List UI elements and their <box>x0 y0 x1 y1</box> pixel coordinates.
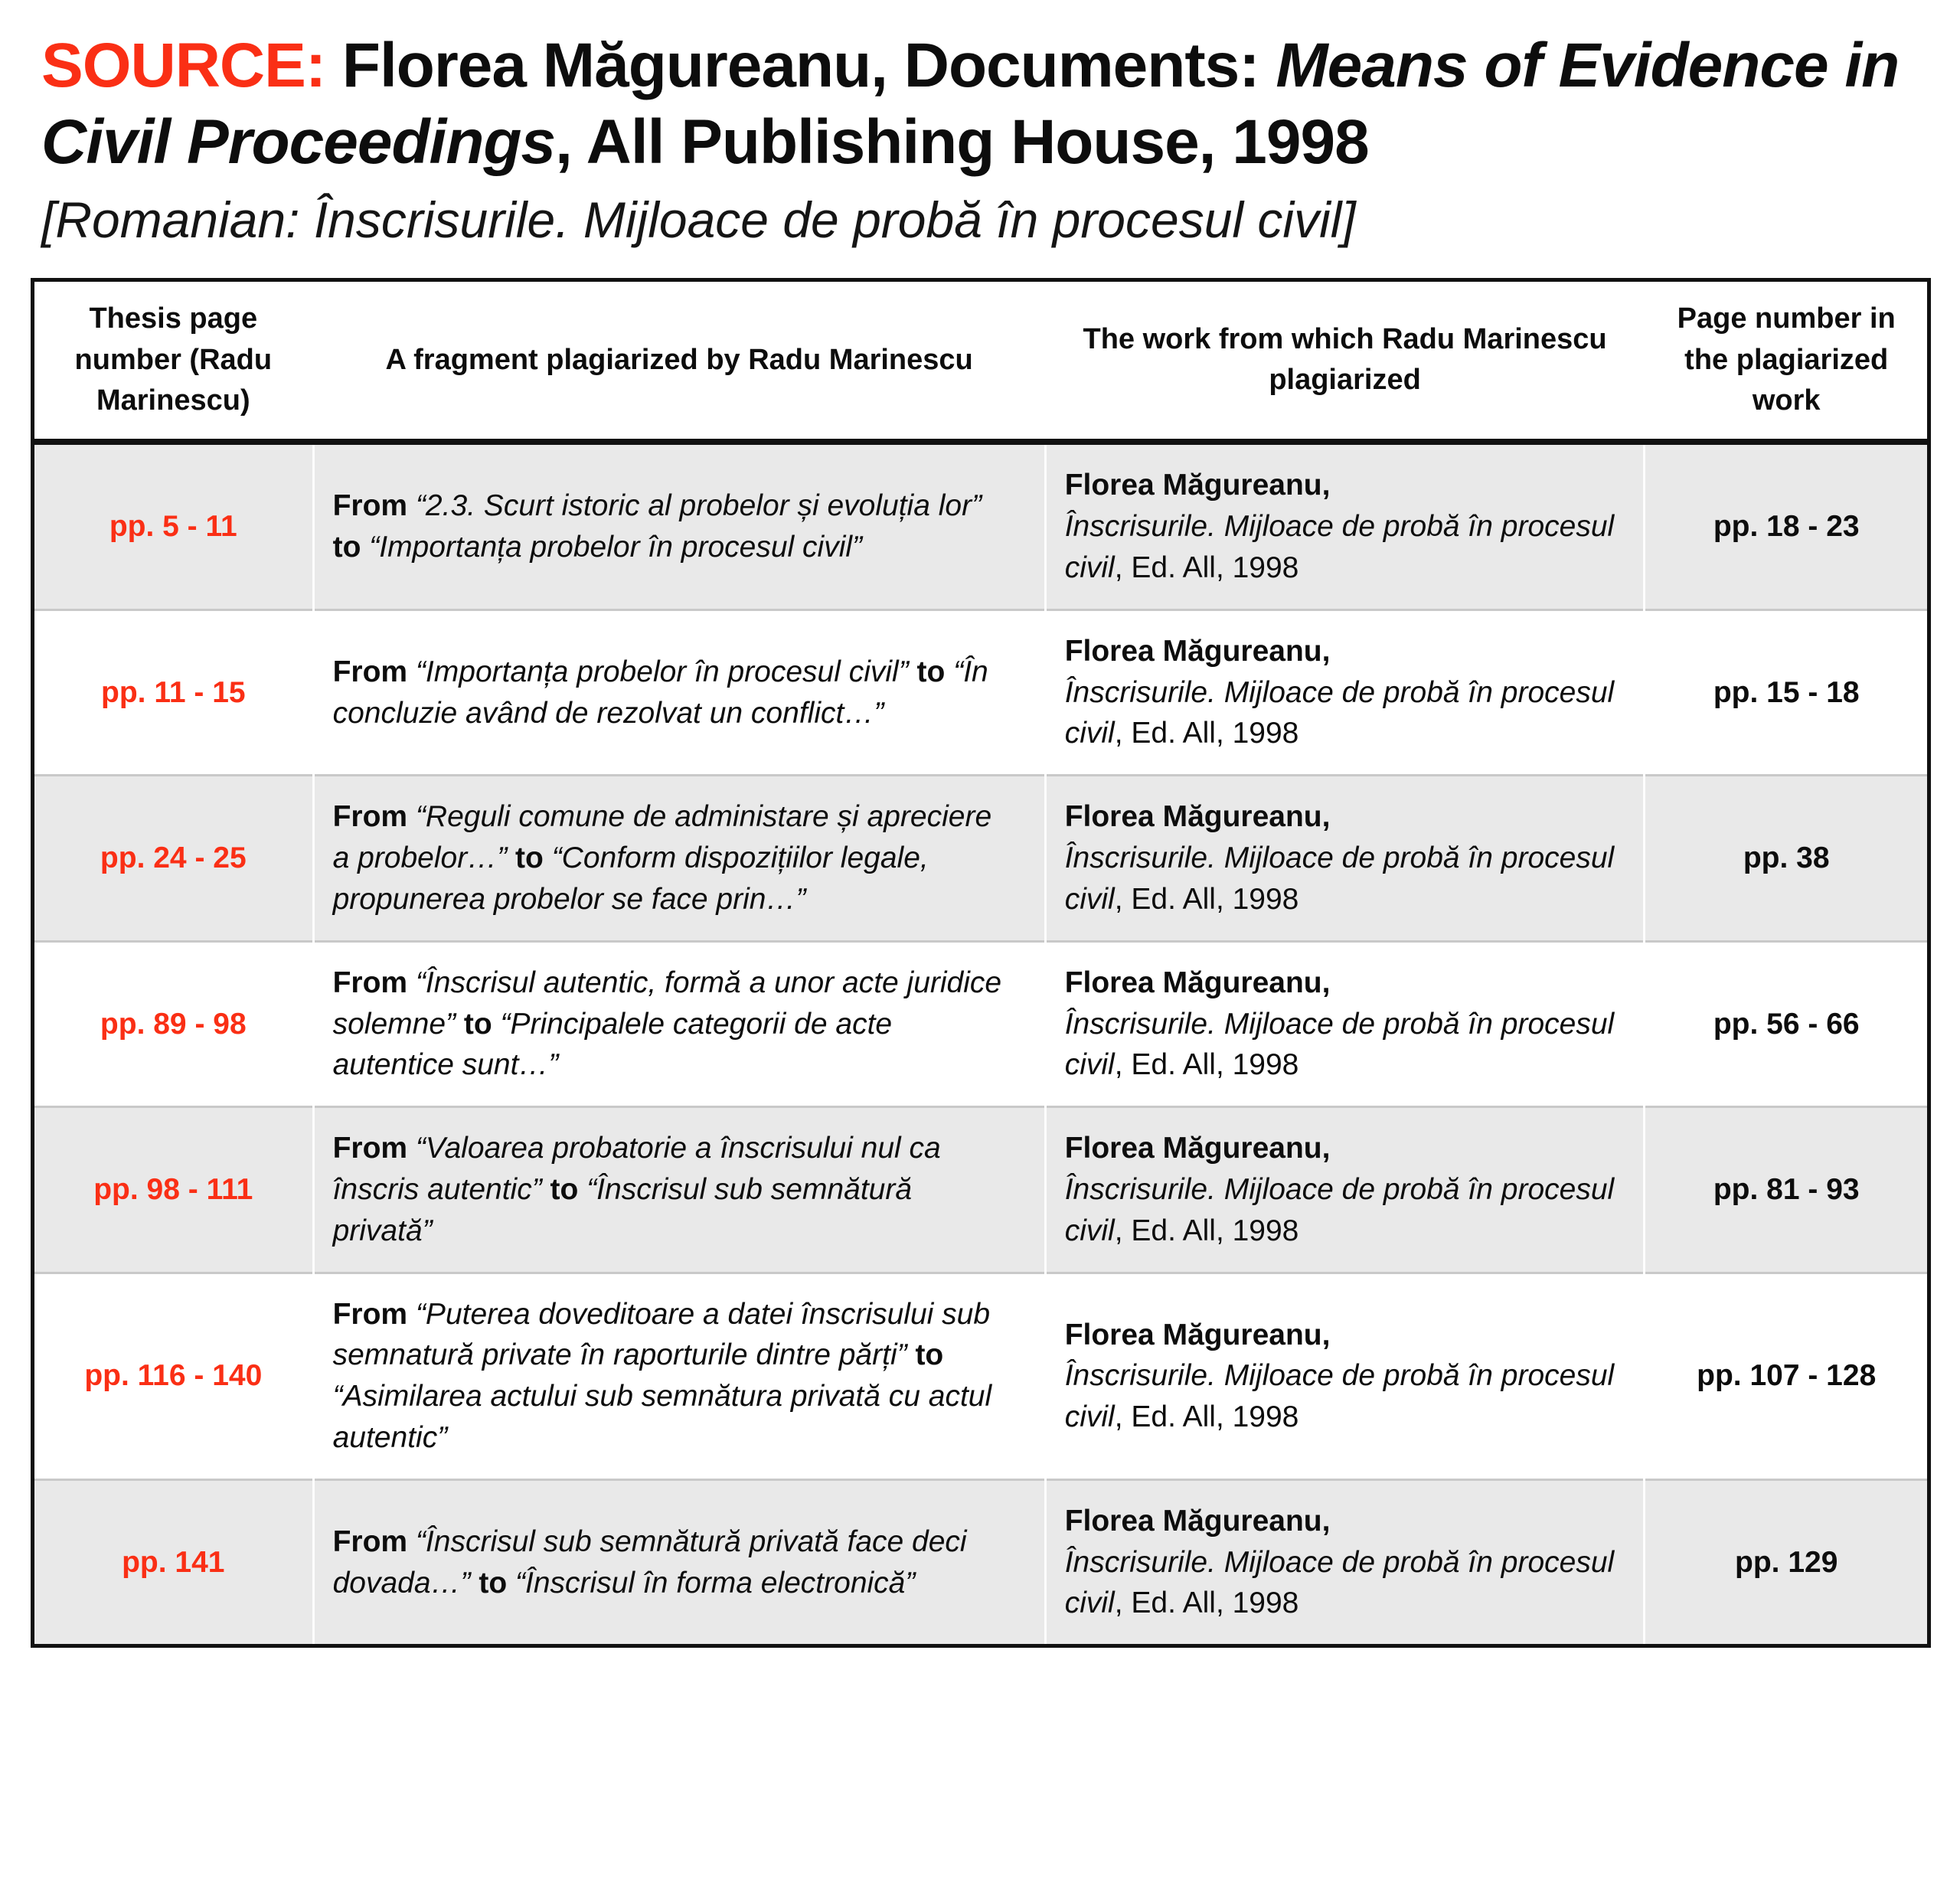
thesis-pages-cell: pp. 141 <box>33 1479 314 1645</box>
source-pages-cell: pp. 56 - 66 <box>1645 941 1929 1106</box>
title-author-part: Florea Măgureanu, Documents: <box>341 31 1276 100</box>
table-row <box>33 1107 1929 1273</box>
column-header-source-work: The work from which Radu Marinescu plagiarized <box>1045 279 1645 442</box>
source-work-cell: Florea Măgureanu, Înscrisurile. Mijloace de probă în procesul civil, Ed. All, 1998 <box>1045 609 1645 775</box>
thesis-pages-cell: pp. 11 - 15 <box>33 609 314 775</box>
thesis-pages-cell: pp. 116 - 140 <box>33 1273 314 1479</box>
source-pages-cell: pp. 81 - 93 <box>1645 1107 1929 1273</box>
source-work-cell: Florea Măgureanu, Înscrisurile. Mijloace de probă în procesul civil, Ed. All, 1998 <box>1045 1107 1645 1273</box>
source-pages-cell: pp. 18 - 23 <box>1645 442 1929 609</box>
column-header-fragment: A fragment plagiarized by Radu Marinescu <box>313 279 1045 442</box>
table-row <box>33 1273 1929 1479</box>
column-header-source-pages: Page number in the plagiarized work <box>1645 279 1929 442</box>
table-body <box>33 442 1929 1645</box>
table-row <box>33 1479 1929 1645</box>
table-row <box>33 442 1929 609</box>
table-row <box>33 941 1929 1106</box>
source-work-cell: Florea Măgureanu, Înscrisurile. Mijloace de probă în procesul civil, Ed. All, 1998 <box>1045 776 1645 941</box>
fragment-cell: From “Reguli comune de administare și apreciere a probelor…” to “Conform dispozițiilor legale, propunerea probelor se face prin…” <box>313 776 1045 941</box>
title-publisher-part: , All Publishing House, 1998 <box>555 107 1369 178</box>
table-row <box>33 609 1929 775</box>
source-work-cell: Florea Măgureanu, Înscrisurile. Mijloace de probă în procesul civil, Ed. All, 1998 <box>1045 442 1645 609</box>
column-header-thesis-pages: Thesis page number (Radu Marinescu) <box>33 279 314 442</box>
fragment-cell: From “Valoarea probatorie a înscrisului nul ca înscris autentic” to “Înscrisul sub semnătură privată” <box>313 1107 1045 1273</box>
thesis-pages-cell: pp. 5 - 11 <box>33 442 314 609</box>
fragment-cell: From “Importanța probelor în procesul civil” to “În concluzie având de rezolvat un conflict…” <box>313 609 1045 775</box>
source-label: SOURCE: <box>41 31 342 100</box>
fragment-cell: From “Înscrisul sub semnătură privată face deci dovada…” to “Înscrisul în forma electronică” <box>313 1479 1045 1645</box>
header-row <box>33 279 1929 442</box>
title-work-italic: Means of Evidence in Civil Proceedings <box>41 31 1900 178</box>
source-pages-cell: pp. 107 - 128 <box>1645 1273 1929 1479</box>
thesis-pages-cell: pp. 24 - 25 <box>33 776 314 941</box>
thesis-pages-cell: pp. 98 - 111 <box>33 1107 314 1273</box>
source-pages-cell: pp. 129 <box>1645 1479 1929 1645</box>
fragment-cell: From “Înscrisul autentic, formă a unor acte juridice solemne” to “Principalele categorii de acte autentice sunt…” <box>313 941 1045 1106</box>
source-work-cell: Florea Măgureanu, Înscrisurile. Mijloace de probă în procesul civil, Ed. All, 1998 <box>1045 941 1645 1106</box>
fragment-cell: From “Puterea doveditoare a datei înscrisului sub semnatură private în raporturile dintre părți” to “Asimilarea actului sub semnătura privată cu actul autentic” <box>313 1273 1045 1479</box>
source-work-cell: Florea Măgureanu, Înscrisurile. Mijloace de probă în procesul civil, Ed. All, 1998 <box>1045 1479 1645 1645</box>
table-header <box>33 279 1929 442</box>
source-pages-cell: pp. 38 <box>1645 776 1929 941</box>
thesis-pages-cell: pp. 89 - 98 <box>33 941 314 1106</box>
table-row <box>33 776 1929 941</box>
source-pages-cell: pp. 15 - 18 <box>1645 609 1929 775</box>
plagiarism-table <box>31 278 1931 1649</box>
fragment-cell: From “2.3. Scurt istoric al probelor și evoluția lor” to “Importanța probelor în procesul civil” <box>313 442 1045 609</box>
source-work-cell: Florea Măgureanu, Înscrisurile. Mijloace de probă în procesul civil, Ed. All, 1998 <box>1045 1273 1645 1479</box>
page-title <box>41 28 1920 181</box>
romanian-subtitle: [Romanian: Înscrisurile. Mijloace de probă în procesul civil] <box>41 191 1356 249</box>
